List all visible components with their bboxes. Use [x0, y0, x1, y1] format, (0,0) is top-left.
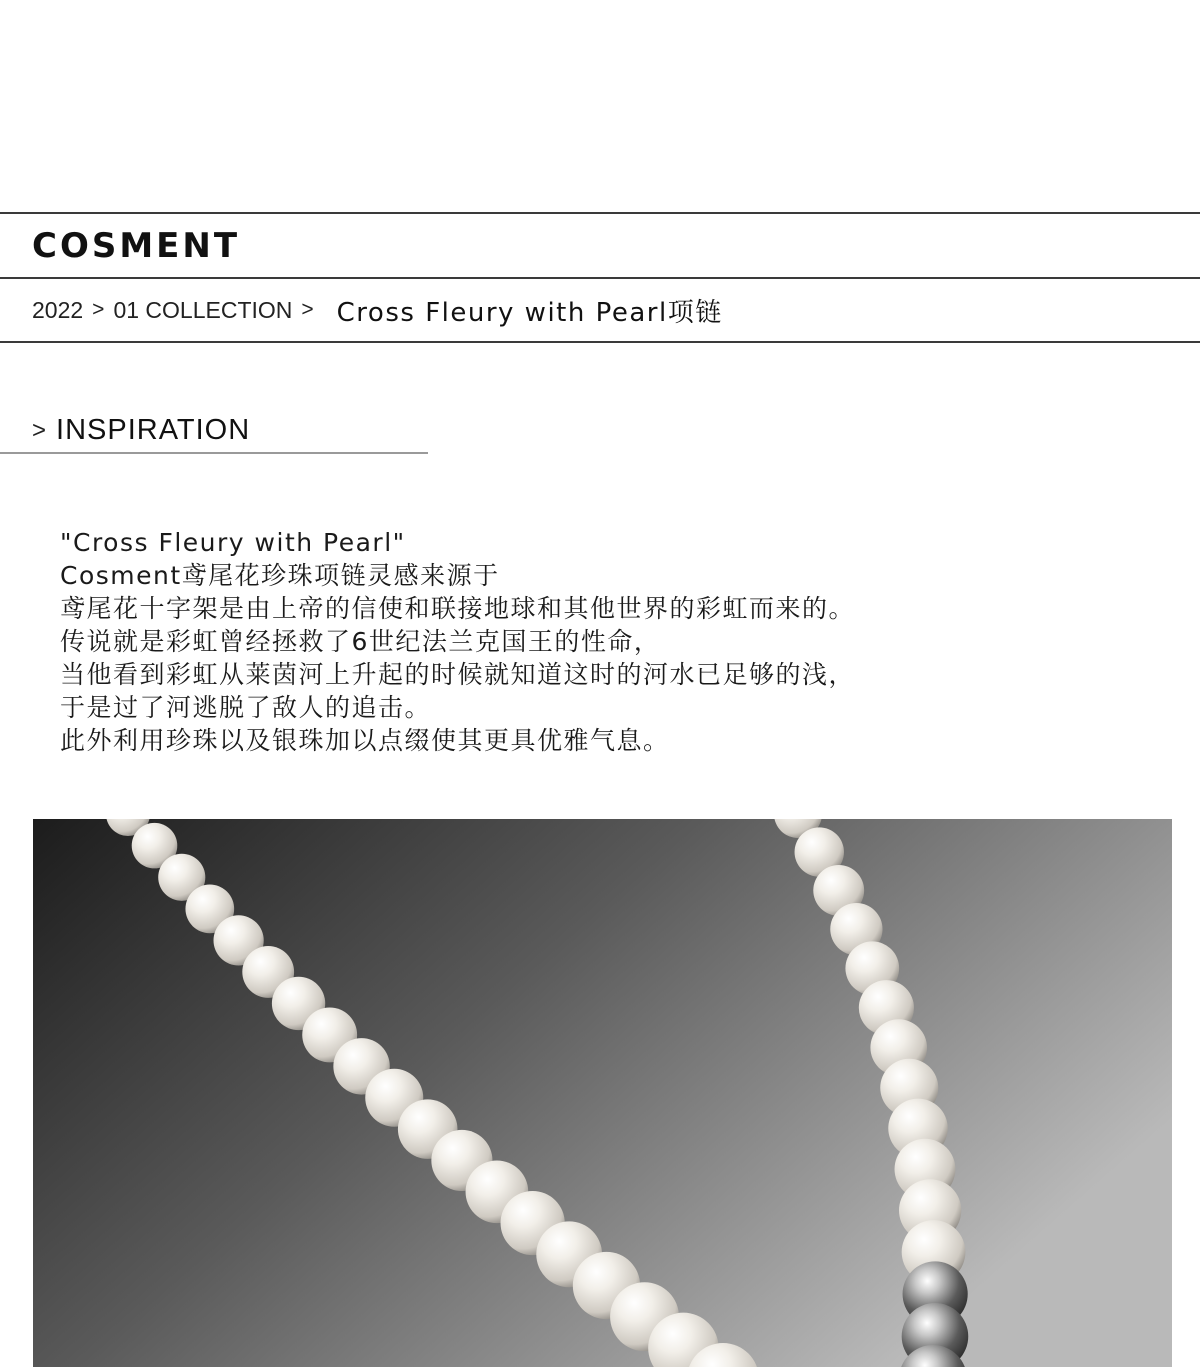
inspiration-title: INSPIRATION: [56, 414, 251, 446]
story-line: 当他看到彩虹从莱茵河上升起的时候就知道这时的河水已足够的浅，: [60, 660, 856, 689]
story-line: 于是过了河逃脱了敌人的追击。: [60, 693, 432, 722]
header-bottom-rule: [0, 341, 1200, 343]
story-line: "Cross Fleury with Pearl": [60, 528, 406, 557]
story-line: 此外利用珍珠以及银珠加以点缀使其更具优雅气息。: [60, 726, 670, 755]
header-middle-rule: [0, 277, 1200, 279]
breadcrumb-separator: >: [92, 298, 105, 321]
story-line: 传说就是彩虹曾经拯救了6世纪法兰克国王的性命，: [60, 627, 661, 656]
inspiration-heading: [32, 414, 250, 447]
story-line: 鸢尾花十字架是由上帝的信使和联接地球和其他世界的彩虹而来的。: [60, 594, 856, 623]
breadcrumb: [32, 292, 723, 328]
pearl-necklace-image: [33, 819, 1172, 1367]
brand-logo: COSMENT: [32, 226, 241, 266]
breadcrumb-item-year[interactable]: 2022: [32, 296, 84, 323]
breadcrumb-item-collection[interactable]: 01 COLLECTION: [113, 296, 293, 323]
chevron-right-icon: >: [32, 416, 47, 444]
inspiration-rule: [0, 452, 428, 454]
product-photo: [33, 819, 1172, 1367]
breadcrumb-current-product: Cross Fleury with Pearl项链: [336, 297, 723, 328]
inspiration-story: [60, 526, 1060, 757]
breadcrumb-separator: >: [301, 298, 314, 321]
header-top-rule: [0, 212, 1200, 214]
story-line: Cosment鸢尾花珍珠项链灵感来源于: [60, 561, 500, 590]
